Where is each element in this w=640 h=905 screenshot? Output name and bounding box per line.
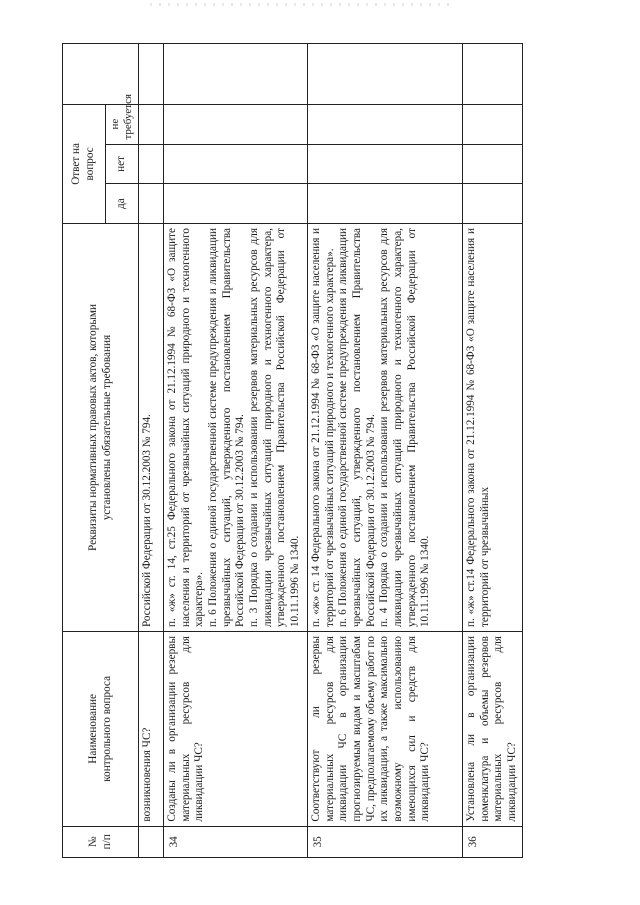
row-refs: Российской Федерации от 30.12.2003 № 794. [139,224,164,632]
header-answer: Ответ на вопрос [63,104,106,223]
row-num [139,826,164,857]
table-row [463,44,523,858]
row-question: Созданы ли в организации резервы материальных ресурсов для ликвидации ЧС? [164,632,308,827]
scan-artifact [150,3,450,6]
answer-yes-cell[interactable] [139,184,164,224]
table-row [139,44,164,858]
row-refs: п. «ж» ст. 14, ст.25 Федерального закона от 21.12.1994 № 68-ФЗ «О защите населения и территорий от чрезвычайных ситуаций природного и техногенного характера». п. 6 Положения о единой государственной системе предупреждения и ликвидации чрезвычайных ситуаций, утвержденного постановлением Правительства Российской Федерации от 30.12.2003 № 794. п. 3 Порядка о создании и использовании резервов материальных ресурсов для ликвидации чрезвычайных ситуаций природного и техногенного характера, утвержденного постановлением Правительства Российской Федерации от 10.11.1996 № 1340. [164,224,308,632]
row-num: 34 [164,826,308,857]
row-num: 36 [463,826,523,857]
header-no: нет [106,144,139,184]
header-question: Наименование контрольного вопроса [63,632,139,827]
rotated-table-container [62,43,571,858]
extra-cell [308,44,463,105]
answer-yes-cell[interactable] [164,184,308,224]
row-question: Установлена ли в организации номенклатура и объемы резервов материальных ресурсов для ликвидации ЧС? [463,632,523,827]
header-refs: Реквизиты нормативных правовых актов, которыми установлены обязательные требования [63,224,139,632]
header-yes: да [106,184,139,224]
extra-cell [164,44,308,105]
answer-no-cell[interactable] [139,144,164,184]
header-row-1 [63,44,106,858]
row-num: 35 [308,826,463,857]
answer-no-cell[interactable] [463,144,523,184]
answer-yes-cell[interactable] [463,184,523,224]
header-num: № п/п [63,826,139,857]
answer-not-required-cell[interactable] [164,104,308,144]
row-refs: п. «ж» ст. 14 Федерального закона от 21.12.1994 № 68-ФЗ «О защите населения и территорий от чрезвычайных ситуаций природного и техногенного характера». п. 6 Положения о единой государственной системе предупреждения и ликвидации чрезвычайных ситуаций, утвержденного постановлением Правительства Российской Федерации от 30.12.2003 № 794. п. 4 Порядка о создании и использовании резервов материальных ресурсов для ликвидации чрезвычайных ситуаций природного и техногенного характера, утвержденного постановлением Правительства Российской Федерации от 10.11.1996 № 1340. [308,224,463,632]
answer-yes-cell[interactable] [308,184,463,224]
table-row [308,44,463,858]
row-question: возникновения ЧС? [139,632,164,827]
header-not-required: не требуется [106,104,139,144]
row-question: Соответствуют ли резервы материальных ресурсов для ликвидации ЧС в организации прогнозируемым видам и масштабам ЧС, предполагаемому объему работ по их ликвидации, а также максимально возможному использованию имеющихся сил и средств для ликвидации ЧС? [308,632,463,827]
answer-not-required-cell[interactable] [139,104,164,144]
answer-not-required-cell[interactable] [463,104,523,144]
answer-not-required-cell[interactable] [308,104,463,144]
table-row [164,44,308,858]
extra-cell [463,44,523,105]
checklist-table [62,43,523,858]
answer-no-cell[interactable] [308,144,463,184]
row-refs: п. «ж» ст.14 Федерального закона от 21.12.1994 № 68-ФЗ «О защите населения и территорий от чрезвычайных [463,224,523,632]
extra-cell [139,44,164,105]
answer-no-cell[interactable] [164,144,308,184]
